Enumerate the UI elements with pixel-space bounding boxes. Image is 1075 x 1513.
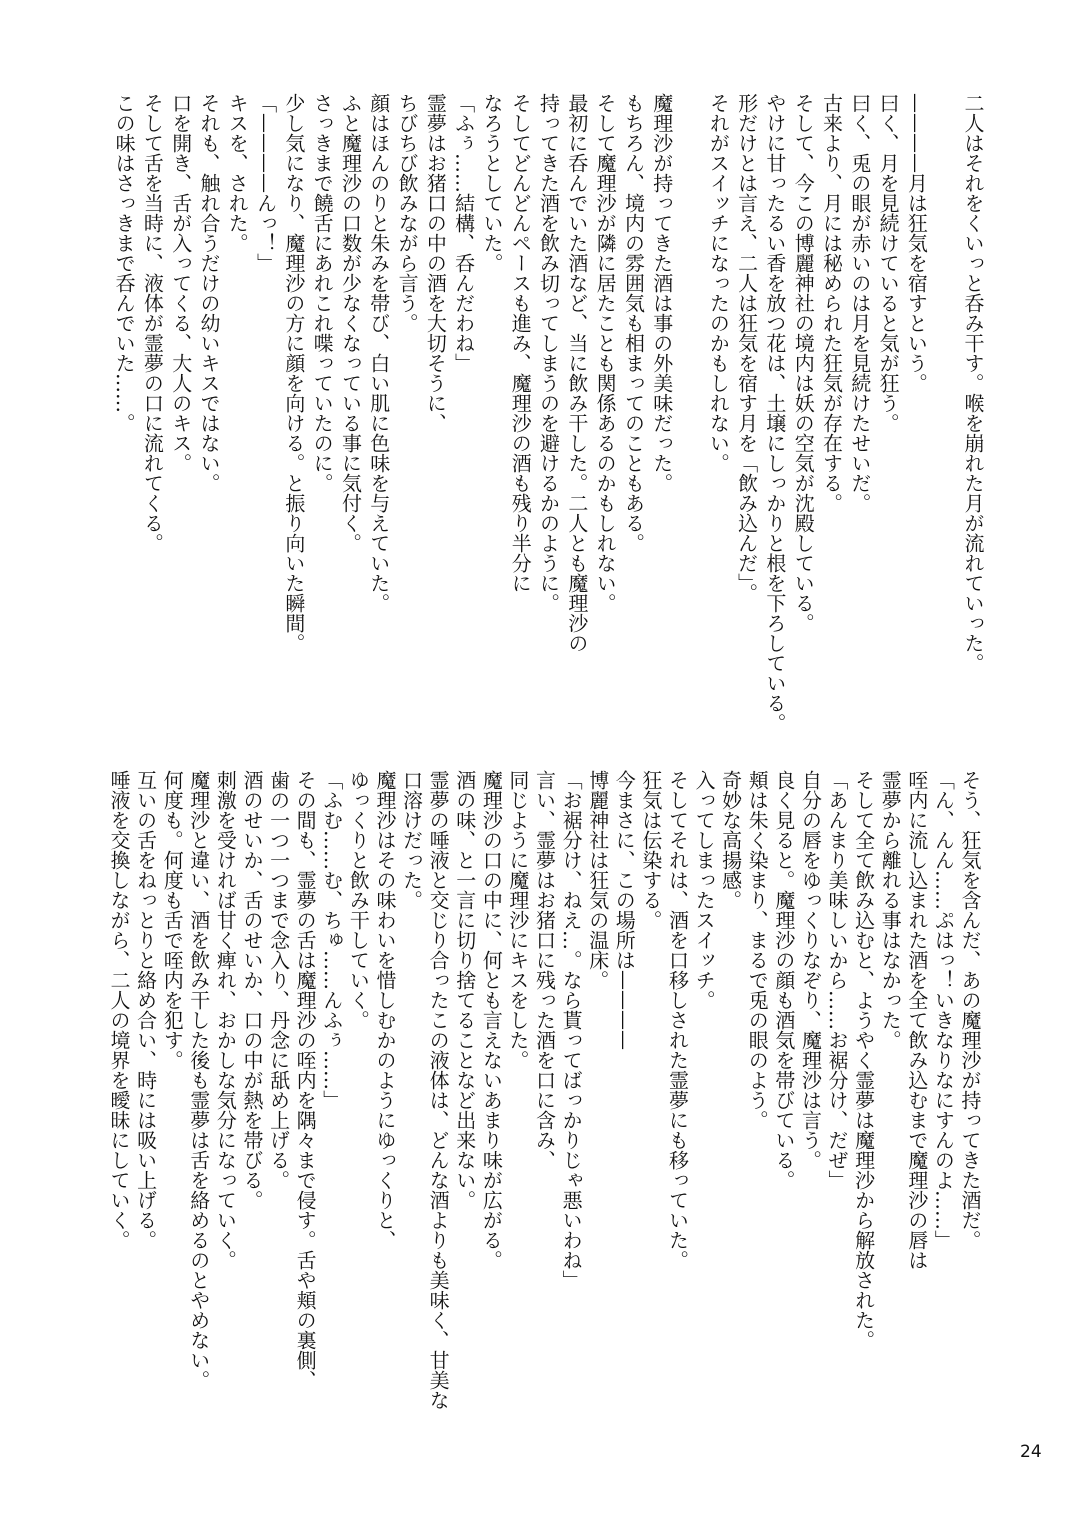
text-line: やけに甘ったるい香を放つ花は、土壌にしっかりと根を下ろしている。 xyxy=(762,93,787,733)
text-line: 博麗神社は狂気の温床。 xyxy=(585,770,610,990)
text-line: 同じように魔理沙にキスをした。 xyxy=(505,770,530,1070)
text-line: ゆっくりと飲み干していく。 xyxy=(346,770,371,1030)
text-line: 魔理沙の口の中に、何とも言えないあまり味が広がる。 xyxy=(479,770,504,1270)
text-line: もちろん、境内の雰囲気も相まってのこともある。 xyxy=(621,93,646,553)
text-line: 酒のせいか、舌のせいか、口の中が熱を帯びる。 xyxy=(239,770,264,1210)
text-line: 口溶けだった。 xyxy=(399,770,424,910)
text-line: 歯の一つ一つまで念入り、丹念に舐め上げる。 xyxy=(266,770,291,1190)
text-line: さっきまで饒舌にあれこれ喋っていたのに。 xyxy=(310,93,335,493)
text-line: 咥内に流し込まれた酒を全て飲み込むまで魔理沙の唇は xyxy=(904,770,929,1270)
text-line: ちびちび飲みながら言う。 xyxy=(395,93,420,333)
text-line: 顔はほんのりと朱みを帯び、白い肌に色味を与えていた。 xyxy=(366,93,391,613)
text-line: それも、触れ合うだけの幼いキスではない。 xyxy=(196,93,221,493)
top-text-block xyxy=(110,93,987,753)
text-line: 入ってしまったスイッチ。 xyxy=(692,770,717,1010)
text-line: 「あんまり美味しいから……お裾分け、だぜ」 xyxy=(825,770,850,1190)
paragraph-gap xyxy=(930,93,958,753)
text-line: 自分の唇をゆっくりなぞり、魔理沙は言う。 xyxy=(798,770,823,1170)
text-line: そして全て飲み込むと、ようやく霊夢は魔理沙から解放された。 xyxy=(851,770,876,1350)
text-line: 霊夢から離れる事はなかった。 xyxy=(878,770,903,1050)
text-line: その間も、霊夢の舌は魔理沙の咥内を隅々まで侵す。舌や頬の裏側、 xyxy=(293,770,318,1390)
page-number: 24 xyxy=(1020,1442,1042,1462)
text-line: 「お裾分け、ねえ…。なら貰ってばっかりじゃ悪いわね」 xyxy=(559,770,584,1290)
text-line: それがスイッチになったのかもしれない。 xyxy=(706,93,731,473)
text-line: 互いの舌をねっとりと絡め合い、時には吸い上げる。 xyxy=(133,770,158,1250)
text-line: 口を開き、舌が入ってくる、大人のキス。 xyxy=(168,93,193,473)
text-line: 良く見ると。魔理沙の顔も酒気を帯びている。 xyxy=(771,770,796,1190)
text-line: なろうとしていた。 xyxy=(479,93,504,273)
text-line: 「ん、んん……ぷはっ！いきなりなにすんのよ……」 xyxy=(931,770,956,1250)
text-line: 刺激を受ければ甘く痺れ、おかしな気分になっていく。 xyxy=(213,770,238,1270)
text-line: 曰く、兎の眼が赤いのは月を見続けたせいだ。 xyxy=(847,93,872,513)
text-line: そう、狂気を含んだ、あの魔理沙が持ってきた酒だ。 xyxy=(958,770,982,1250)
text-line: 「ふむ……む、ちゅ……んふぅ……」 xyxy=(319,770,344,1110)
text-line: 酒の味、と一言に切り捨てることなど出来ない。 xyxy=(452,770,477,1210)
text-line: そして、今この博麗神社の境内は妖の空気が沈殿している。 xyxy=(791,93,816,633)
bottom-text-block xyxy=(105,770,983,1450)
text-line: 魔理沙はその味わいを惜しむかのようにゆっくりと、 xyxy=(372,770,397,1250)
text-line: 魔理沙が持ってきた酒は事の外美味だった。 xyxy=(649,93,674,493)
text-line: 「————んっ！」 xyxy=(253,93,278,273)
text-line: 狂気は伝染する。 xyxy=(638,770,663,930)
text-line: そしてどんどんペースも進み、魔理沙の酒も残り半分に xyxy=(508,93,533,593)
text-line: 何度も。何度も舌で咥内を犯す。 xyxy=(160,770,185,1070)
text-line: 今まさに、この場所は———— xyxy=(612,770,637,1050)
text-line: ————月は狂気を宿すという。 xyxy=(904,93,929,393)
text-line: 霊夢はお猪口の中の酒を大切そうに、 xyxy=(423,93,448,433)
text-line: 二人はそれをくいっと呑み干す。喉を崩れた月が流れていった。 xyxy=(961,93,985,673)
text-line: 奇妙な高揚感。 xyxy=(718,770,743,910)
text-line: そして魔理沙が隣に居たことも関係あるのかもしれない。 xyxy=(593,93,618,613)
text-line: この味はさっきまで呑んでいた……。 xyxy=(112,93,137,433)
text-line: そしてそれは、酒を口移しされた霊夢にも移っていた。 xyxy=(665,770,690,1270)
text-line: 頬は朱く染まり、まるで兎の眼のよう。 xyxy=(745,770,770,1130)
text-line: 「ふぅ……結構、呑んだわね」 xyxy=(451,93,476,373)
text-line: 最初に呑んでいた酒など、当に飲み干した。二人とも魔理沙の xyxy=(564,93,589,653)
text-line: 持ってきた酒を飲み切ってしまうのを避けるかのように。 xyxy=(536,93,561,613)
text-line: 言い、霊夢はお猪口に残った酒を口に含み、 xyxy=(532,770,557,1170)
text-line: 少し気になり、魔理沙の方に顔を向ける。と振り向いた瞬間。 xyxy=(281,93,306,653)
text-line: そして舌を当時に、液体が霊夢の口に流れてくる。 xyxy=(140,93,165,553)
text-line: 形だけとは言え、二人は狂気を宿す月を「飲み込んだ」。 xyxy=(734,93,759,603)
text-line: 唾液を交換しながら、二人の境界を曖昧にしていく。 xyxy=(107,770,131,1250)
paragraph-gap xyxy=(676,93,704,753)
text-line: 古来より、月には秘められた狂気が存在する。 xyxy=(819,93,844,513)
text-line: 霊夢の唾液と交じり合ったこの液体は、どんな酒よりも美味く、甘美な xyxy=(426,770,451,1410)
text-line: 曰く、月を見続けていると気が狂う。 xyxy=(876,93,901,433)
text-line: ふと魔理沙の口数が少なくなっている事に気付く。 xyxy=(338,93,363,553)
text-line: 魔理沙と違い、酒を飲み干した後も霊夢は舌を絡めるのとやめない。 xyxy=(186,770,211,1390)
text-line: キスを、された。 xyxy=(225,93,250,253)
